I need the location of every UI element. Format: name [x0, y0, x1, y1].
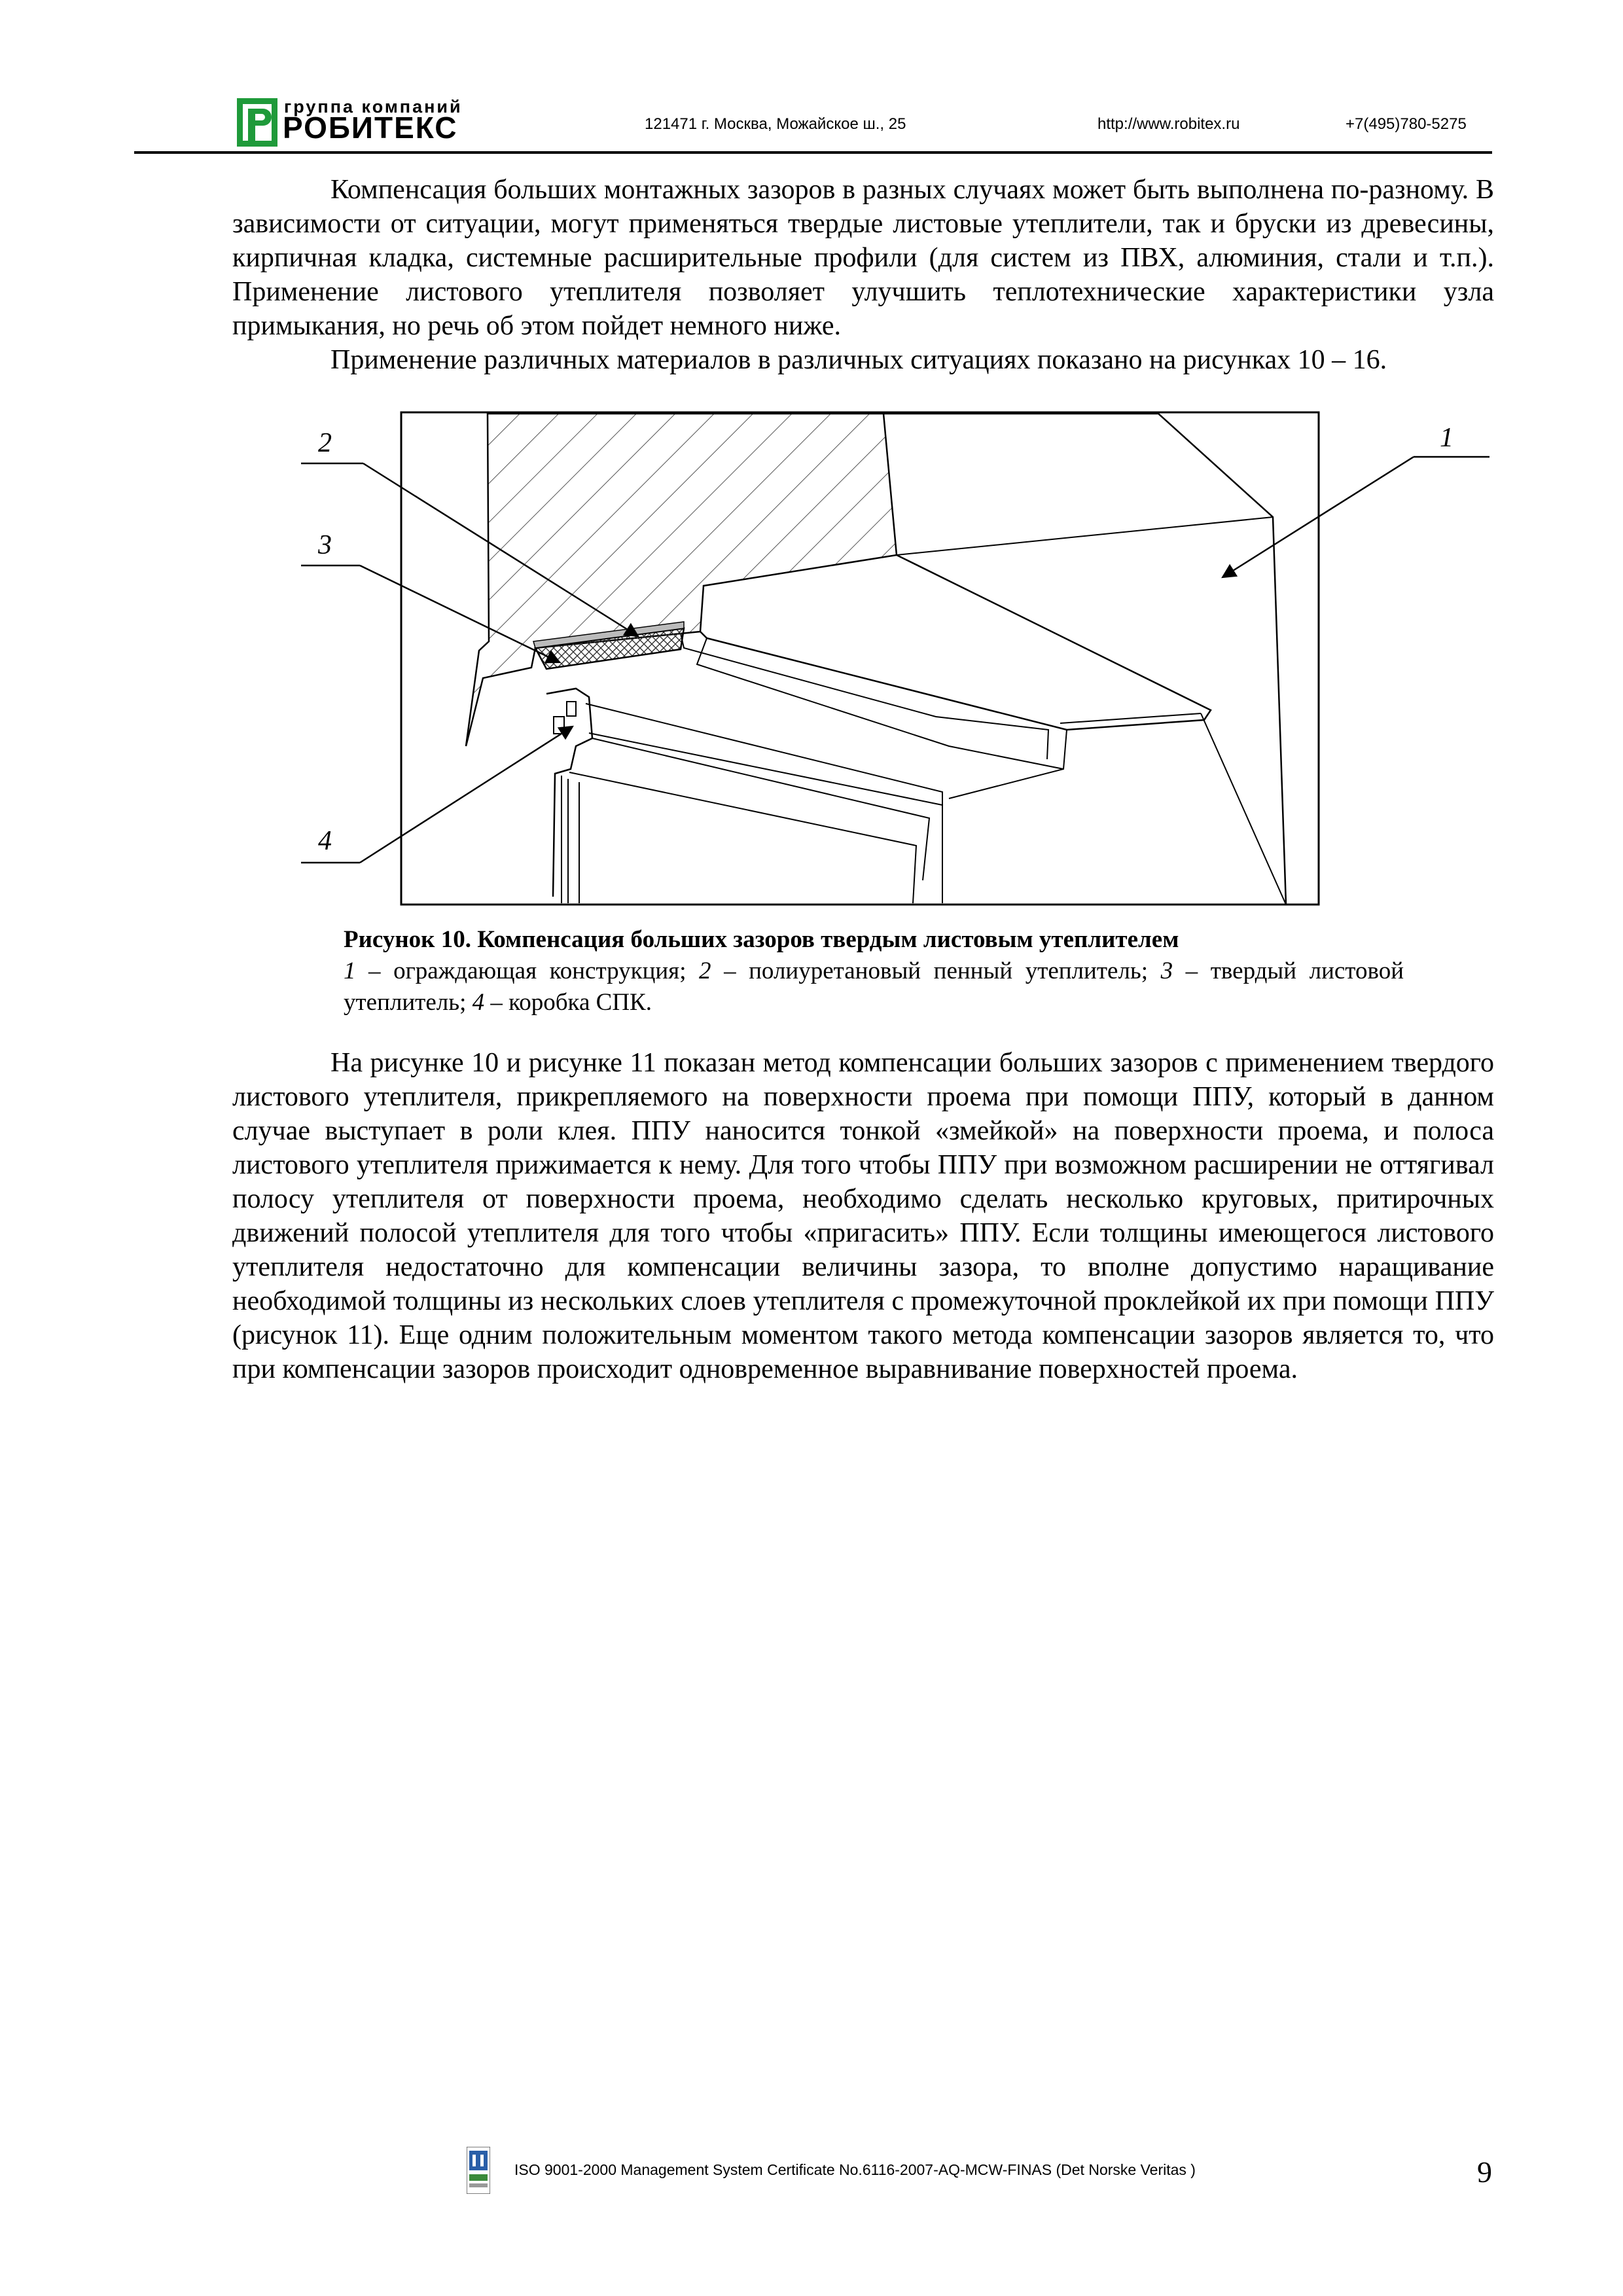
method-text [232, 1046, 1494, 1386]
legend-text-3: – твердый листовой утеплитель; [344, 958, 1404, 1016]
dnv-certificate-icon [467, 2147, 490, 2194]
label-1: 1 [1440, 423, 1454, 453]
legend-text-1: – ограждающая конструкция; [355, 958, 700, 984]
label-3: 3 [318, 530, 332, 560]
header-website[interactable]: http://www.robitex.ru [1097, 115, 1240, 133]
paragraph-2: Применение различных материалов в различных ситуациях показано на рисунках 10 – 16. [330, 345, 1387, 375]
label-2: 2 [318, 428, 332, 458]
label-4: 4 [318, 826, 332, 856]
paragraph-1: Компенсация больших монтажных зазоров в разных случаях может быть выполнена по-разному. В зависимости от ситуации, могут применяться твердые листовые утеплители, так и бруски из древесины, кирпичная кладка, системные расширительные профили (для систем из ПВХ, алюминия, стали и т.п.). Применение листового утеплителя позволяет улучшить теплотехнические характеристики узла примыкания, но речь об этом пойдет немного ниже. [232, 175, 1494, 341]
legend-num-1: 1 [344, 958, 356, 984]
caption-title: Рисунок 10. Компенсация больших зазоров твердым листовым утеплителем [344, 926, 1179, 953]
figure-10-drawing [0, 0, 1623, 942]
legend-text-4: – коробка СПК. [484, 989, 652, 1016]
paragraph-3: На рисунке 10 и рисунке 11 показан метод компенсации больших зазоров с применением твердого листового утеплителя, прикрепляемого на поверхности проема при помощи ППУ, который в данном случае выступает в роли клея. ППУ наносится тонкой «змейкой» на поверхности проема, и полоса листового утеплителя прижимается к нему. Для того чтобы ППУ при возможном расширении не оттягивал полосу утеплителя от поверхности проема, необходимо сделать несколько круговых, притирочных движений полосой утеплителя для того чтобы «пригасить» ППУ. Если толщины имеющегося листового утеплителя недостаточно для компенсации величины зазора, то вполне допустимо наращивание необходимой толщины из нескольких слоев утеплителя с промежуточной проклейкой их при помощи ППУ (рисунок 11). Еще одним положительным моментом такого метода компенсации зазоров является то, что при компенсации зазоров происходит одновременное выравнивание поверхностей проема. [232, 1048, 1494, 1384]
figure-caption [344, 924, 1404, 1018]
reveal-line [897, 517, 1273, 555]
logo-title: РОБИТЕКС [283, 111, 458, 145]
caption-legend [344, 956, 1404, 1018]
legend-num-3: 3 [1160, 958, 1173, 984]
page-number: 9 [1477, 2155, 1492, 2189]
legend-num-4: 4 [472, 989, 485, 1016]
reveal-beam [700, 555, 1211, 730]
footer-certificate: ISO 9001-2000 Management System Certificate No.6116-2007-AQ-MCW-FINAS (Det Norske Veritas ) [514, 2161, 1196, 2178]
header-address: 121471 г. Москва, Можайское ш., 25 [645, 115, 906, 133]
logo-subtitle: группа компаний [284, 97, 463, 117]
legend-text-2: – полиуретановый пенный утеплитель; [711, 958, 1161, 984]
header-phone: +7(495)780-5275 [1346, 115, 1467, 133]
legend-num-2: 2 [699, 958, 711, 984]
